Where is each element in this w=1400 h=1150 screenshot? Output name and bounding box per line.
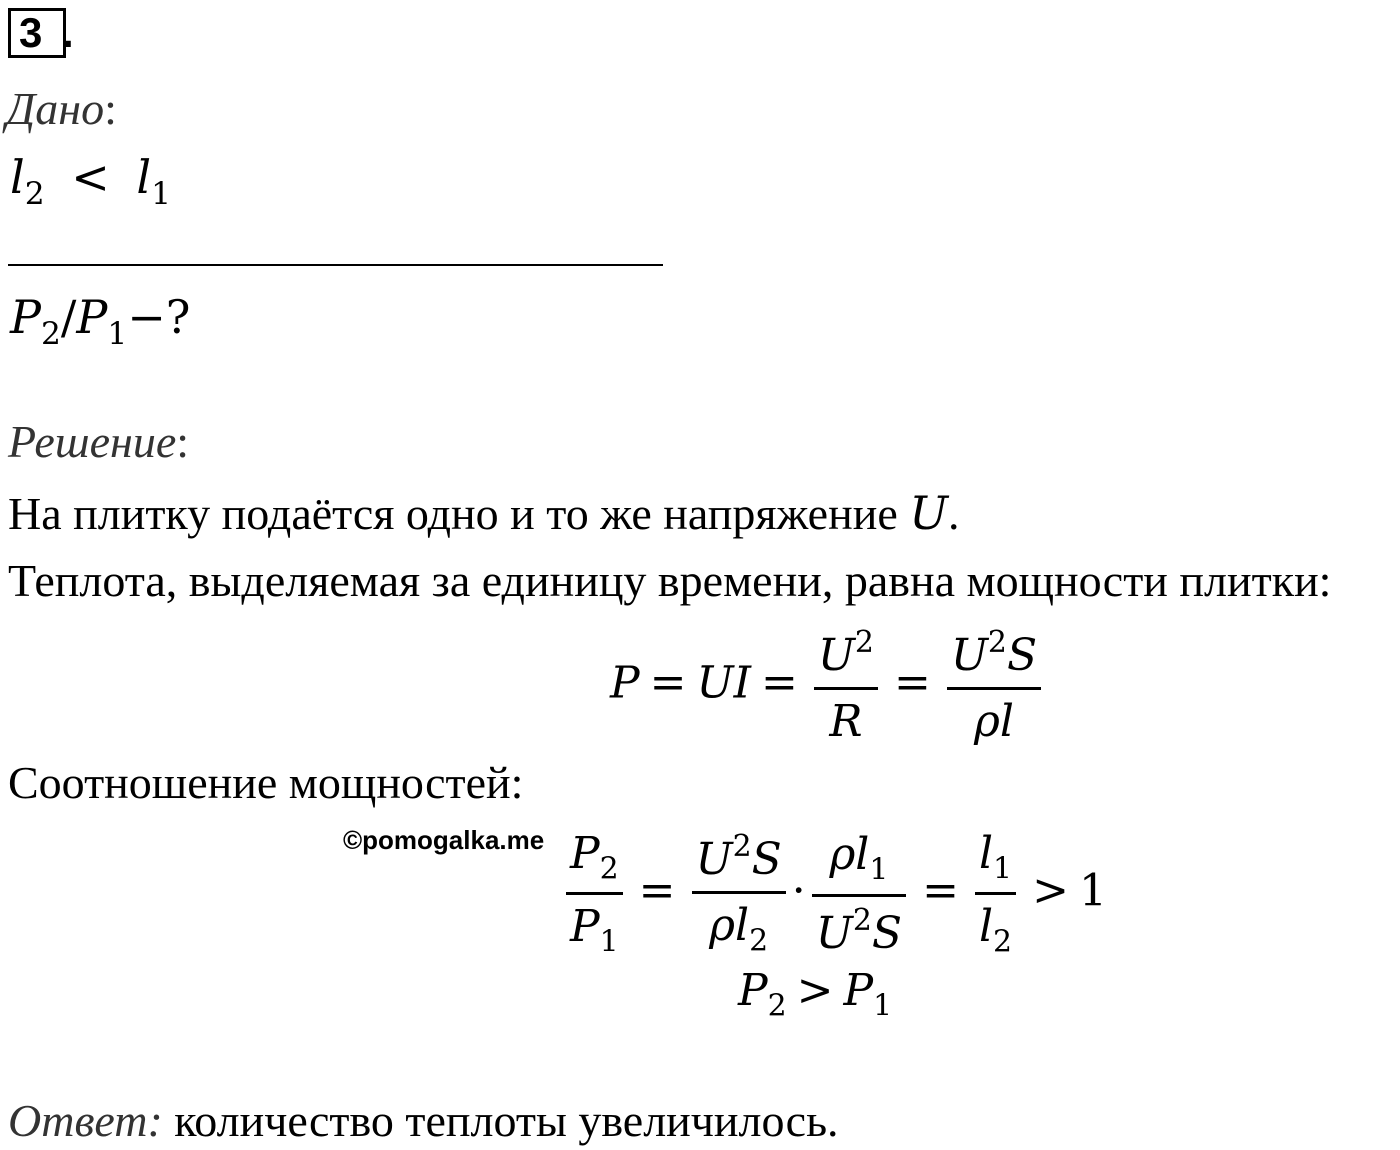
fraction-rhol1-over-u2s: $\frac{\rho l_1}{U^2S}$ [812,829,906,958]
fraction-l1-over-l2: $\frac{l_1}{l_2}$ [975,828,1016,960]
fraction-p2-over-p1: $\frac{P_2}{P_1}$ [566,828,623,960]
answer-line: Ответ: количество теплоты увеличилось. [8,1095,839,1146]
given-condition: $l_2 < l_1$ [10,150,172,212]
solution-label: Решение: [8,416,190,467]
power-conclusion: $P_2 > P_1$ [738,965,893,1024]
given-label: Дано: [6,83,117,134]
solution-line-3: Соотношение мощностей: [8,757,524,808]
fraction-u2s-over-rhol2: $\frac{U^2S}{\rho l_2}$ [692,829,786,958]
find-quantity: $P_2/P_1-$? [10,290,191,352]
problem-number-dot: . [62,9,74,56]
power-formula: P = UI = $\frac{U^2}{R}$ = $\frac{U^2S}{\rho l}$ [610,625,1047,747]
watermark: ©pomogalka.me [343,825,545,855]
solution-line-1: На плитку подаётся одно и то же напряжение U. [8,486,960,540]
fraction-u2-over-r: $\frac{U^2}{R}$ [814,625,878,747]
problem-number: 3 [8,8,66,58]
given-divider-line [8,264,663,266]
fraction-u2s-over-rhol: $\frac{U^2S}{\rho l}$ [947,625,1041,747]
solution-line-2: Теплота, выделяемая за единицу времени, равна мощности плитки: [8,555,1332,606]
power-ratio-formula: $\frac{P_2}{P_1}$ = $\frac{U^2S}{\rho l_2}$ · $\frac{\rho l_1}{U^2S}$ = $\frac{l_1}{l_2}$ > 1 [560,828,1107,960]
